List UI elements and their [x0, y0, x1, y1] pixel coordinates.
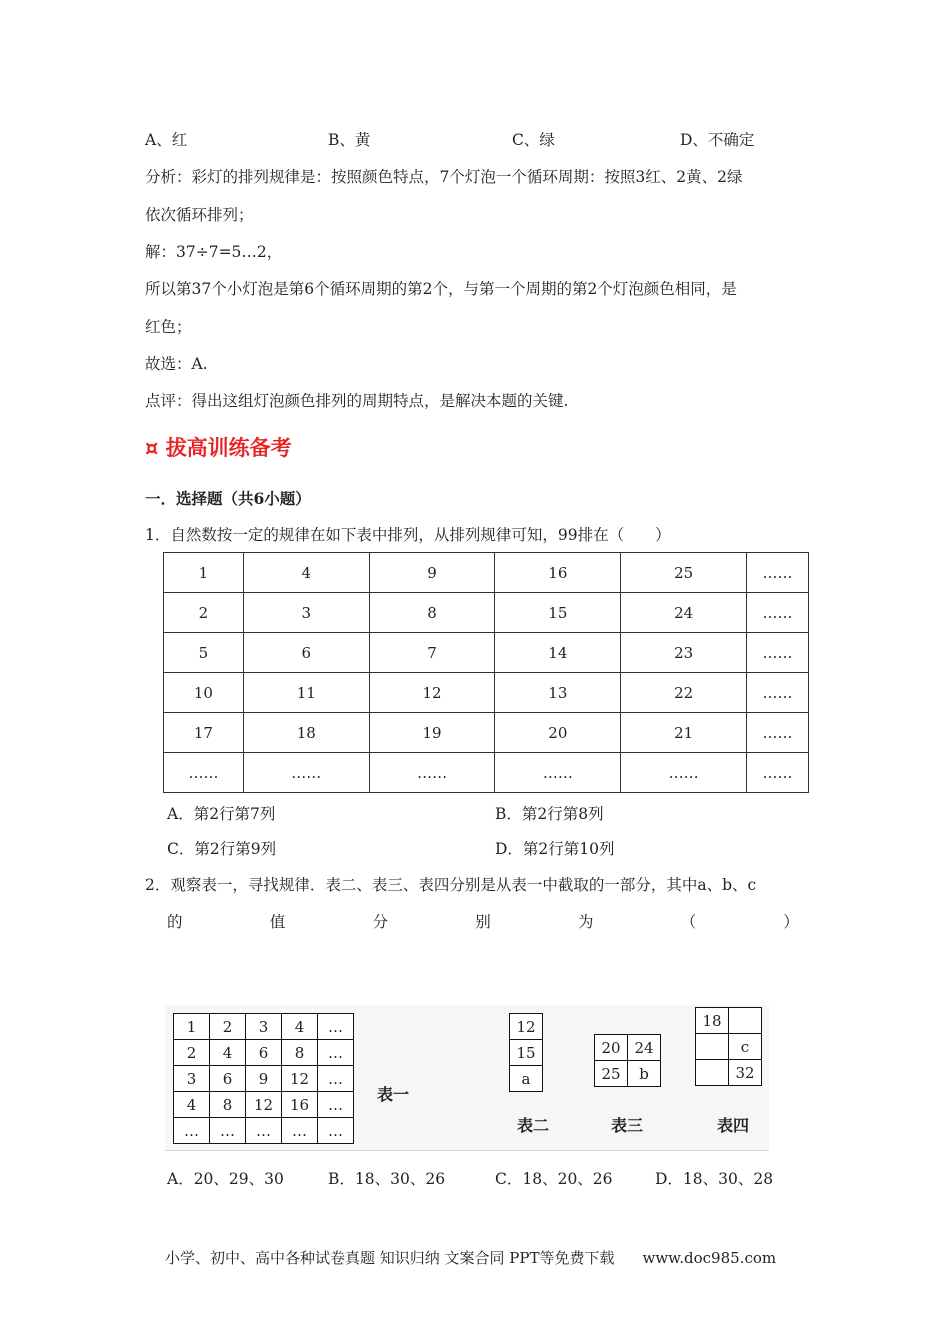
q2-stem: 2．观察表一，寻找规律．表二、表三、表四分别是从表一中截取的一部分，其中a、b、c	[145, 876, 757, 894]
q2-word: 为	[577, 913, 594, 931]
q2-word: ）	[783, 913, 799, 931]
q1-table-cell: 2	[164, 593, 244, 633]
q1-table-cell: 20	[495, 713, 621, 753]
solution-line: 解：37÷7=5…2，	[145, 243, 283, 261]
label-table-one: 表一	[377, 1085, 410, 1104]
q1-table-cell: ……	[495, 753, 621, 793]
table-row	[595, 1035, 661, 1061]
table-one	[173, 1013, 354, 1144]
q1-table-cell: 17	[164, 713, 244, 753]
q1-table-cell: 7	[369, 633, 495, 673]
q1-option-b: B．第2行第8列	[495, 805, 604, 823]
q1-table-cell: 25	[621, 553, 747, 593]
table-four-cell	[696, 1034, 729, 1060]
q2-word: 别	[475, 913, 491, 931]
table-row	[164, 553, 809, 593]
page-footer	[165, 1247, 776, 1268]
q1-table-cell: ……	[747, 673, 809, 713]
table-row	[174, 1040, 354, 1066]
table-one-cell: 3	[246, 1014, 282, 1040]
table-three-cell: b	[628, 1061, 661, 1087]
table-row	[510, 1014, 543, 1040]
table-one-cell: 2	[174, 1040, 210, 1066]
table-one-cell: 6	[246, 1040, 282, 1066]
table-four-cell	[696, 1060, 729, 1086]
q1-table-cell: ……	[747, 713, 809, 753]
label-table-three: 表三	[611, 1116, 644, 1135]
table-one-cell: 2	[210, 1014, 246, 1040]
heading-mark-icon: ¤	[145, 436, 159, 460]
q1-table-cell: 8	[369, 593, 495, 633]
q1-table-cell: ……	[747, 553, 809, 593]
q1-table-cell: ……	[621, 753, 747, 793]
table-four	[695, 1007, 762, 1086]
table-row	[696, 1034, 762, 1060]
table-one-cell: …	[318, 1092, 354, 1118]
table-row	[174, 1014, 354, 1040]
table-one-cell: 12	[282, 1066, 318, 1092]
table-row	[174, 1092, 354, 1118]
table-one-cell: …	[282, 1118, 318, 1144]
q1-table-cell: 18	[243, 713, 369, 753]
table-three-cell: 20	[595, 1035, 628, 1061]
table-one-cell: 4	[210, 1040, 246, 1066]
prev-option-d: D、不确定	[680, 131, 755, 149]
sub-heading: 一．选择题（共6小题）	[145, 489, 311, 508]
table-row	[174, 1066, 354, 1092]
table-two-cell: 15	[510, 1040, 543, 1066]
table-row	[696, 1060, 762, 1086]
q1-table-cell: 1	[164, 553, 244, 593]
q2-option-a: A．20、29、30	[167, 1170, 284, 1188]
q1-table-cell: ……	[747, 593, 809, 633]
table-row	[510, 1066, 543, 1092]
q1-table-cell: ……	[747, 633, 809, 673]
table-two	[509, 1013, 543, 1092]
q1-table-cell: 19	[369, 713, 495, 753]
table-row	[174, 1118, 354, 1144]
table-three-cell: 24	[628, 1035, 661, 1061]
table-one-cell: …	[318, 1040, 354, 1066]
table-four-cell	[729, 1008, 762, 1034]
table-row	[164, 753, 809, 793]
reason-line-2: 红色；	[145, 318, 192, 336]
table-three	[594, 1034, 661, 1087]
q1-stem: 1．自然数按一定的规律在如下表中排列，从排列规律可知，99排在（ ）	[145, 526, 671, 544]
q1-table-cell: 22	[621, 673, 747, 713]
table-one-cell: …	[318, 1066, 354, 1092]
table-one-cell: 8	[282, 1040, 318, 1066]
footer-url[interactable]: www.doc985.com	[642, 1249, 777, 1267]
q1-table-cell: 11	[243, 673, 369, 713]
label-table-two: 表二	[517, 1116, 550, 1135]
table-one-cell: …	[318, 1014, 354, 1040]
q1-option-d: D．第2行第10列	[495, 840, 615, 858]
table-four-cell: c	[729, 1034, 762, 1060]
table-one-cell: 1	[174, 1014, 210, 1040]
q1-table-cell: 24	[621, 593, 747, 633]
prev-option-a: A、红	[145, 131, 188, 149]
table-one-cell: …	[210, 1118, 246, 1144]
section-heading	[145, 432, 292, 462]
table-row	[164, 593, 809, 633]
q1-table-cell: 23	[621, 633, 747, 673]
table-row	[164, 713, 809, 753]
q2-figure	[165, 1005, 769, 1150]
q2-word: 分	[372, 913, 388, 931]
reason-line-1: 所以第37个小灯泡是第6个循环周期的第2个，与第一个周期的第2个灯泡颜色相同，是	[145, 280, 737, 298]
table-two-cell: a	[510, 1066, 543, 1092]
table-one-cell: 9	[246, 1066, 282, 1092]
prev-option-c: C、绿	[512, 131, 555, 149]
table-row	[510, 1040, 543, 1066]
choice-line: 故选：A.	[145, 355, 208, 373]
q2-option-b: B．18、30、26	[328, 1170, 446, 1188]
q2-word: 的	[167, 913, 183, 931]
q1-table-cell: 15	[495, 593, 621, 633]
label-table-four: 表四	[717, 1116, 750, 1135]
q1-table-cell: ……	[243, 753, 369, 793]
table-one-cell: 4	[174, 1092, 210, 1118]
q1-table-cell: 3	[243, 593, 369, 633]
q1-table-cell: 10	[164, 673, 244, 713]
table-one-cell: 12	[246, 1092, 282, 1118]
q2-option-c: C．18、20、26	[495, 1170, 613, 1188]
q2-stem-line2	[167, 910, 799, 932]
q1-number-table	[163, 552, 809, 793]
q1-table-cell: 5	[164, 633, 244, 673]
q1-option-c: C．第2行第9列	[167, 840, 277, 858]
comment-line: 点评：得出这组灯泡颜色排列的周期特点，是解决本题的关键.	[145, 392, 569, 410]
analysis-line-1: 分析：彩灯的排列规律是：按照颜色特点，7个灯泡一个循环周期：按照3红、2黄、2绿	[145, 168, 743, 186]
footer-text: 小学、初中、高中各种试卷真题 知识归纳 文案合同 PPT等免费下载	[165, 1249, 615, 1267]
table-two-cell: 12	[510, 1014, 543, 1040]
q1-table-cell: 4	[243, 553, 369, 593]
q1-table-cell: 6	[243, 633, 369, 673]
q2-option-d: D．18、30、28	[655, 1170, 774, 1188]
q2-word: 值	[269, 913, 286, 931]
table-row	[164, 633, 809, 673]
table-one-cell: 16	[282, 1092, 318, 1118]
table-one-cell: …	[174, 1118, 210, 1144]
q1-table-cell: 14	[495, 633, 621, 673]
table-one-cell: …	[246, 1118, 282, 1144]
q1-table-cell: 9	[369, 553, 495, 593]
table-three-cell: 25	[595, 1061, 628, 1087]
table-one-cell: 4	[282, 1014, 318, 1040]
q1-table-cell: ……	[369, 753, 495, 793]
q1-table-cell: ……	[164, 753, 244, 793]
q1-table-cell: 12	[369, 673, 495, 713]
q1-table-cell: 16	[495, 553, 621, 593]
table-row	[696, 1008, 762, 1034]
table-row	[595, 1061, 661, 1087]
q1-table-cell: ……	[747, 753, 809, 793]
table-one-cell: 3	[174, 1066, 210, 1092]
q2-word: （	[680, 913, 697, 931]
table-one-cell: …	[318, 1118, 354, 1144]
table-four-cell: 32	[729, 1060, 762, 1086]
table-one-cell: 6	[210, 1066, 246, 1092]
table-one-cell: 8	[210, 1092, 246, 1118]
q1-table-cell: 13	[495, 673, 621, 713]
q1-table-cell: 21	[621, 713, 747, 753]
heading-text: 拔高训练备考	[165, 436, 292, 460]
analysis-line-2: 依次循环排列；	[145, 206, 254, 224]
prev-option-b: B、黄	[328, 131, 371, 149]
table-row	[164, 673, 809, 713]
table-four-cell: 18	[696, 1008, 729, 1034]
q1-option-a: A．第2行第7列	[167, 805, 276, 823]
